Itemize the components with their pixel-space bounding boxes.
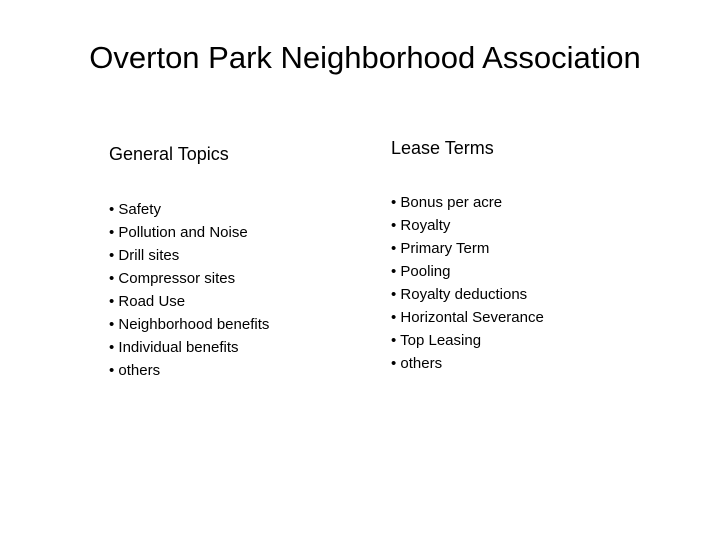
lease-terms-heading: Lease Terms [391, 138, 494, 158]
list-item: • Top Leasing [391, 332, 482, 349]
slide-title: Overton Park Neighborhood Association [89, 40, 641, 75]
list-item: • Pollution and Noise [109, 224, 248, 241]
list-item: • others [391, 355, 443, 372]
list-item: • Individual benefits [109, 339, 239, 356]
lease-terms-column [391, 137, 544, 375]
lease-terms-list [391, 191, 544, 375]
list-item: • Drill sites [109, 247, 180, 264]
list-item: • Pooling [391, 263, 451, 280]
list-item: • Primary Term [391, 240, 490, 257]
list-item: • Horizontal Severance [391, 309, 544, 326]
list-item: • Safety [109, 201, 161, 218]
list-item: • Compressor sites [109, 270, 236, 287]
general-topics-heading: General Topics [109, 144, 229, 164]
list-item: • others [109, 362, 161, 379]
list-item: • Road Use [109, 293, 186, 310]
general-topics-column [109, 143, 269, 382]
list-item: • Royalty deductions [391, 286, 528, 303]
list-item: • Neighborhood benefits [109, 316, 270, 333]
general-topics-list [109, 198, 269, 382]
list-item: • Bonus per acre [391, 194, 503, 211]
list-item: • Royalty [391, 217, 451, 234]
